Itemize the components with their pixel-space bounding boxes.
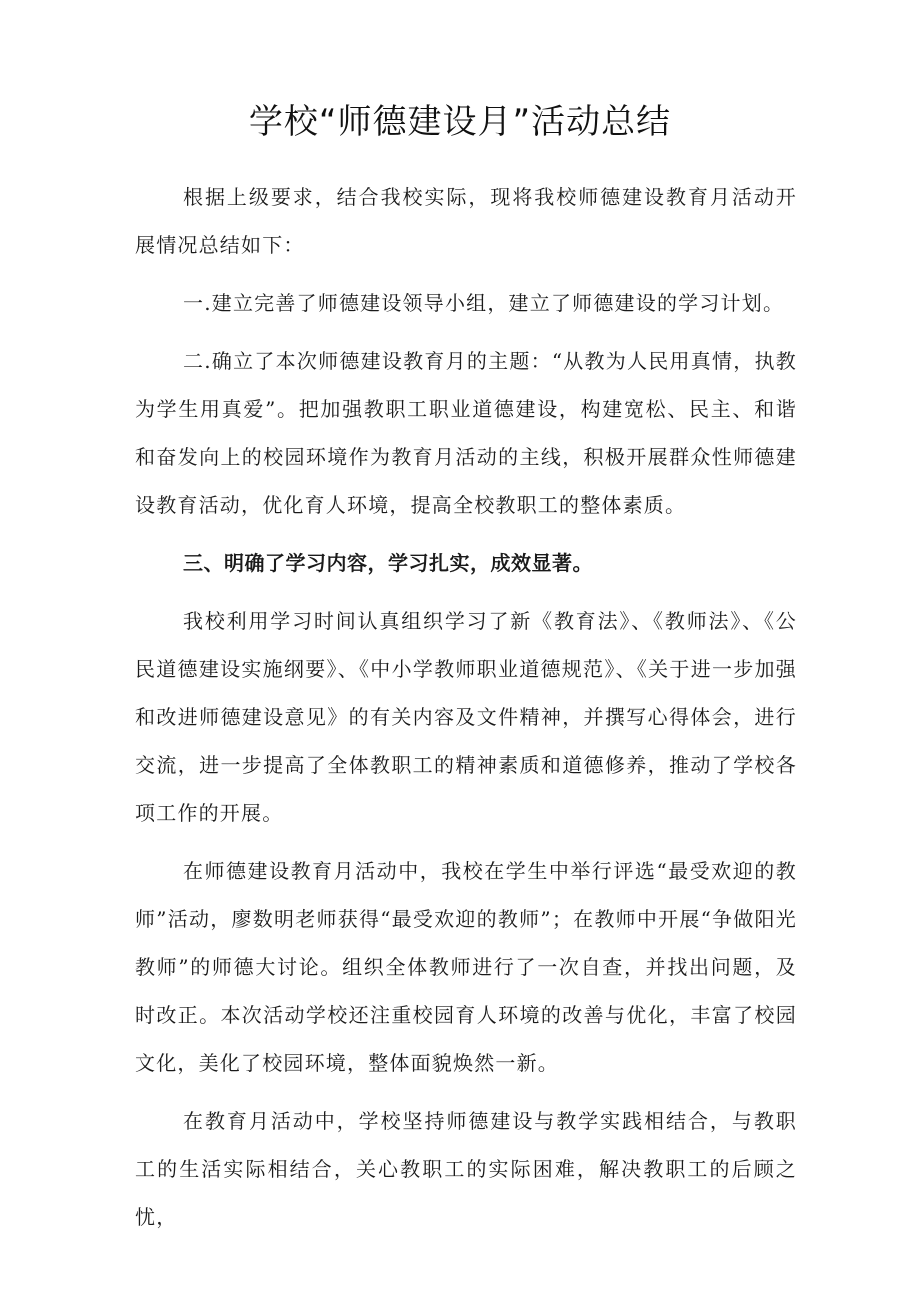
paragraph-practice: 在教育月活动中，学校坚持师德建设与教学实践相结合，与教职工的生活实际相结合，关心教职工的实际困难，解决教职工的后顾之忧， — [135, 1109, 797, 1229]
section-heading-3: 三、明确了学习内容，学习扎实，成效显著。 — [183, 551, 593, 575]
paragraph-activities: 在师德建设教育月活动中，我校在学生中举行评选“最受欢迎的教师”活动，廖数明老师获得“最受欢迎的教师”；在教师中开展“争做阳光教师”的师德大讨论。组织全体教师进行了一次自查，并找出问题，及时改正。本次活动学校还注重校园育人环境的改善与优化，丰富了校园文化，美化了校园环境，整体面貌焕然一新。 — [135, 859, 797, 1075]
paragraph-intro: 根据上级要求，结合我校实际，现将我校师德建设教育月活动开展情况总结如下： — [135, 185, 797, 257]
document-body — [135, 173, 797, 1251]
paragraph-study-content: 我校利用学习时间认真组织学习了新《教育法》、《教师法》、《公民道德建设实施纲要》、《中小学教师职业道德规范》、《关于进一步加强和改进师德建设意见》的有关内容及文件精神，并撰写心得体会，进行交流，进一步提高了全体教职工的精神素质和道德修养，推动了学校各项工作的开展。 — [135, 609, 797, 825]
paragraph-item-2: 二.确立了本次师德建设教育月的主题：“从教为人民用真情，执教为学生用真爱”。把加强教职工职业道德建设，构建宽松、民主、和谐和奋发向上的校园环境作为教育月活动的主线，积极开展群众性师德建设教育活动，优化育人环境，提高全校教职工的整体素质。 — [135, 349, 797, 517]
paragraph-item-1: 一.建立完善了师德建设领导小组，建立了师德建设的学习计划。 — [183, 291, 785, 315]
document-title: 学校“师德建设月”活动总结 — [248, 102, 672, 142]
